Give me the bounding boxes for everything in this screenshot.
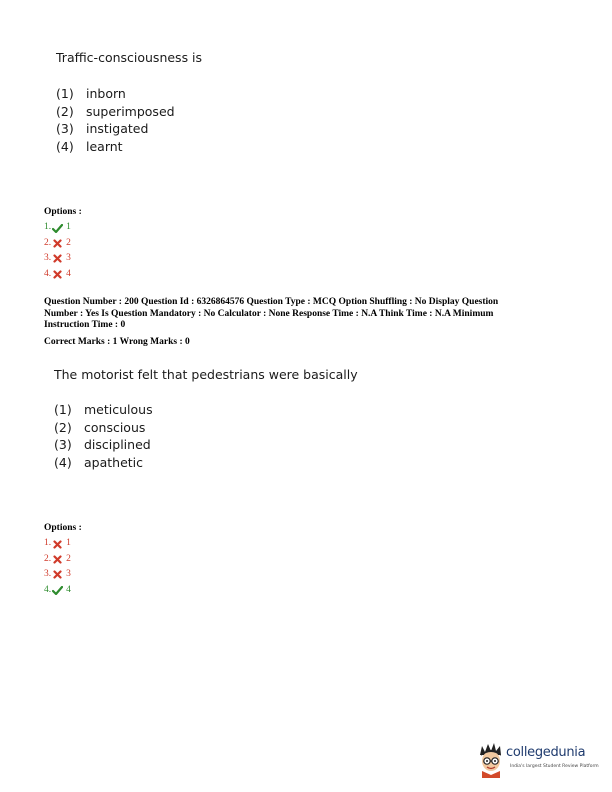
option-item: [44, 267, 82, 282]
option-value: 2: [66, 237, 71, 248]
cross-icon: [52, 270, 63, 279]
choice-number: (1): [56, 86, 74, 101]
option-prefix: 1.: [44, 222, 52, 233]
logo-brand: collegedunia: [506, 745, 586, 760]
question-2-options: [44, 521, 82, 598]
choice-item: [54, 436, 153, 454]
choice-item: [54, 401, 153, 419]
options-label: Options :: [44, 523, 82, 533]
choice-number: (1): [54, 402, 72, 417]
cross-icon: [52, 540, 63, 549]
choice-item: [56, 120, 175, 138]
option-prefix: 4.: [44, 268, 52, 279]
option-prefix: 2.: [44, 553, 52, 564]
choice-number: (2): [56, 103, 74, 119]
option-item: [44, 536, 82, 551]
option-item: [44, 236, 82, 251]
meta-line: Number : Yes Is Question Mandatory : No Calculator : None Response Time : N.A Think Time : N.A Minimum: [44, 308, 494, 319]
check-icon: [52, 224, 63, 233]
option-prefix: 3.: [44, 253, 52, 264]
option-value: 2: [66, 553, 71, 564]
option-item: [44, 251, 82, 266]
choice-text: instigated: [86, 121, 149, 137]
choice-text: meticulous: [84, 402, 153, 417]
choice-item: [56, 85, 175, 103]
choice-number: (3): [56, 121, 74, 137]
question-2-text: The motorist felt that pedestrians were basically: [54, 367, 358, 382]
cross-icon: [52, 239, 63, 248]
check-icon: [52, 586, 63, 595]
cross-icon: [52, 254, 63, 263]
choice-text: apathetic: [84, 455, 144, 471]
choice-number: (4): [56, 139, 74, 155]
choice-number: (4): [54, 455, 72, 471]
collegedunia-logo: [476, 742, 606, 782]
question-2-metadata: [44, 297, 554, 348]
option-value: 3: [66, 253, 71, 264]
option-prefix: 1.: [44, 538, 52, 549]
option-item: [44, 220, 82, 235]
meta-line: Question Number : 200 Question Id : 6326864576 Question Type : MCQ Option Shuffling : No Display Question: [44, 297, 499, 307]
question-1-choices: [56, 85, 175, 156]
logo-tagline: India's largest Student Review Platform: [510, 764, 599, 769]
choice-item: [56, 138, 175, 156]
option-value: 4: [66, 268, 71, 279]
choice-item: [56, 103, 175, 121]
option-item: [44, 583, 82, 598]
cross-icon: [52, 555, 63, 564]
options-label: Options :: [44, 207, 82, 217]
choice-number: (2): [54, 419, 72, 435]
option-prefix: 3.: [44, 569, 52, 580]
choice-number: (3): [54, 437, 72, 453]
choice-text: inborn: [86, 86, 126, 101]
option-prefix: 4.: [44, 584, 52, 595]
question-1-options: [44, 205, 82, 282]
choice-item: [54, 419, 153, 437]
option-value: 3: [66, 569, 71, 580]
question-1-text: Traffic-consciousness is: [56, 50, 203, 65]
option-prefix: 2.: [44, 237, 52, 248]
option-value: 1: [66, 538, 71, 549]
choice-item: [54, 454, 153, 472]
choice-text: disciplined: [84, 437, 151, 453]
option-value: 1: [66, 222, 71, 233]
option-item: [44, 567, 82, 582]
marks-line: Correct Marks : 1 Wrong Marks : 0: [44, 336, 190, 347]
choice-text: conscious: [84, 419, 146, 435]
cross-icon: [52, 570, 63, 579]
choice-text: learnt: [86, 139, 123, 155]
question-2-choices: [54, 401, 153, 472]
meta-line: Instruction Time : 0: [44, 320, 126, 331]
choice-text: superimposed: [86, 103, 175, 119]
option-item: [44, 552, 82, 567]
mascot-icon: [476, 742, 506, 778]
option-value: 4: [66, 584, 71, 595]
